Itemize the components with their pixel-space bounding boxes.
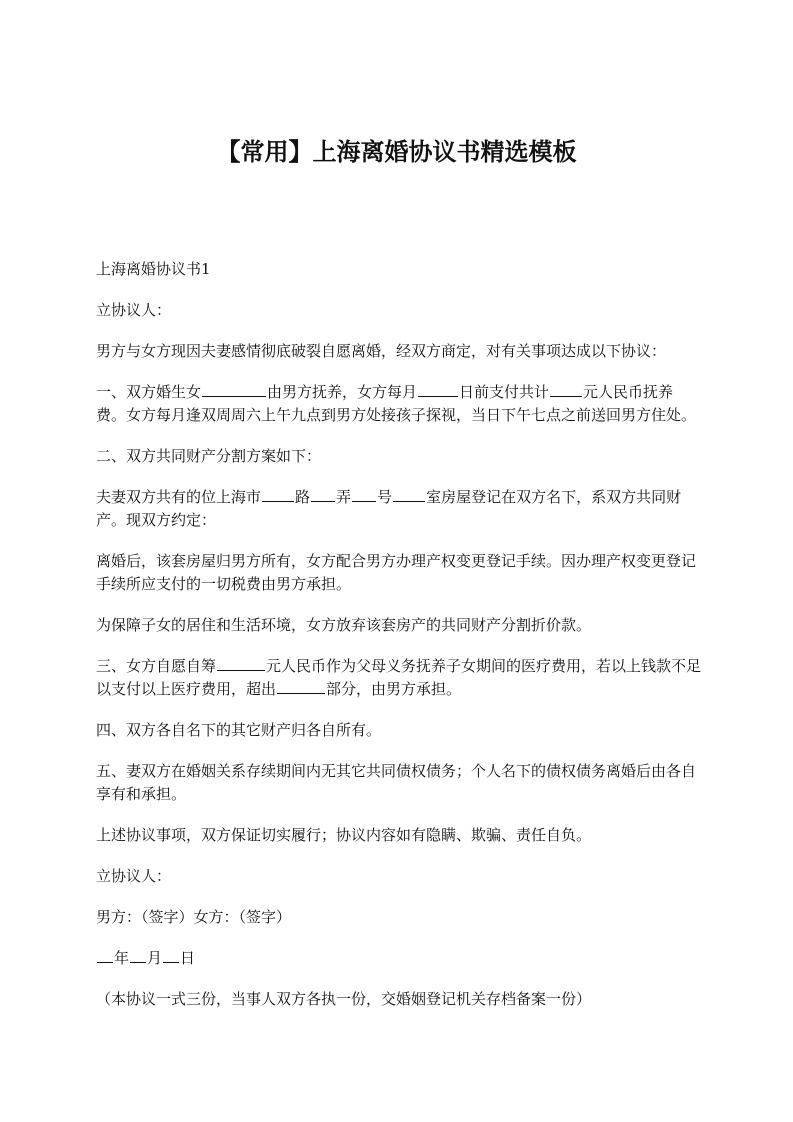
room-blank <box>393 487 425 502</box>
clause-other-property: 四、双方各自名下的其它财产归各自所有。 <box>96 721 382 739</box>
document-body <box>96 258 702 1029</box>
road-blank <box>262 487 294 502</box>
year-blank <box>97 948 113 963</box>
lane-blank <box>311 487 335 502</box>
clause-child-custody <box>96 381 702 427</box>
child-name-blank <box>202 382 266 397</box>
clause-debts: 五、妻双方在婚姻关系存续期间内无其它共同债权债务；个人名下的债权债务离婚后由各自享有和承担。 <box>96 762 697 803</box>
day-blank <box>163 948 179 963</box>
medical-amount-blank <box>217 656 265 671</box>
clause3-text-c: 部分，由男方承担。 <box>326 680 462 698</box>
address-text-e: 室房屋登记在双方名下，系双方共同财产。现双方约定： <box>96 488 682 529</box>
agreement-subtitle: 上海离婚协议书1 <box>96 260 211 278</box>
intro-paragraph: 男方与女方现因夫妻感情彻底破裂自愿离婚，经双方商定，对有关事项达成以下协议： <box>96 342 667 360</box>
year-label: 年 <box>114 949 130 967</box>
address-text-a: 夫妻双方共有的位上海市 <box>96 488 262 506</box>
clause1-text-a: 一、双方婚生女 <box>96 383 202 401</box>
address-text-c: 弄 <box>336 488 352 506</box>
clause-medical-fee <box>96 655 702 701</box>
payment-day-blank <box>418 382 458 397</box>
clause3-text-b: 元人民币作为父母义务抚养子女期间的医疗费用，若以上钱款不足以支付以上医疗费用，超出 <box>96 657 702 698</box>
clause-house-ownership: 离婚后，该套房屋归男方所有，女方配合男方办理产权变更登记手续。因办理产权变更登记手续所应支付的一切税费由男方承担。 <box>96 552 697 593</box>
document-title: 【常用】上海离婚协议书精选模板 <box>216 138 577 166</box>
clause1-text-c: 日前支付共计 <box>459 383 550 401</box>
day-label: 日 <box>180 949 196 967</box>
month-label: 月 <box>147 949 163 967</box>
guarantee-paragraph: 上述协议事项，双方保证切实履行；协议内容如有隐瞒、欺骗、责任自负。 <box>96 826 592 844</box>
excess-amount-blank <box>277 679 325 694</box>
copies-note: （本协议一式三份，当事人双方各执一份，交婚姻登记机关存档备案一份） <box>96 990 592 1008</box>
party-label-bottom: 立协议人： <box>96 867 172 885</box>
clause1-text-d: 元人民币抚养费。女方每月逢双周周六上午九点到男方处接孩子探视，当日下午七点之前送回男方住处。 <box>96 383 697 424</box>
party-label: 立协议人： <box>96 301 172 319</box>
month-blank <box>130 948 146 963</box>
support-amount-blank <box>550 382 582 397</box>
number-blank <box>352 487 376 502</box>
clause3-text-a: 三、女方自愿自筹 <box>96 657 217 675</box>
date-line <box>96 947 702 970</box>
clause-property-address <box>96 486 702 532</box>
address-text-b: 路 <box>295 488 311 506</box>
clause-waive-compensation: 为保障子女的居住和生活环境，女方放弃该套房产的共同财产分割折价款。 <box>96 616 592 634</box>
clause-property-heading: 二、双方共同财产分割方案如下： <box>96 447 322 465</box>
address-text-d: 号 <box>377 488 393 506</box>
clause1-text-b: 由男方抚养，女方每月 <box>267 383 418 401</box>
signature-line: 男方：（签字）女方：（签字） <box>96 908 292 926</box>
